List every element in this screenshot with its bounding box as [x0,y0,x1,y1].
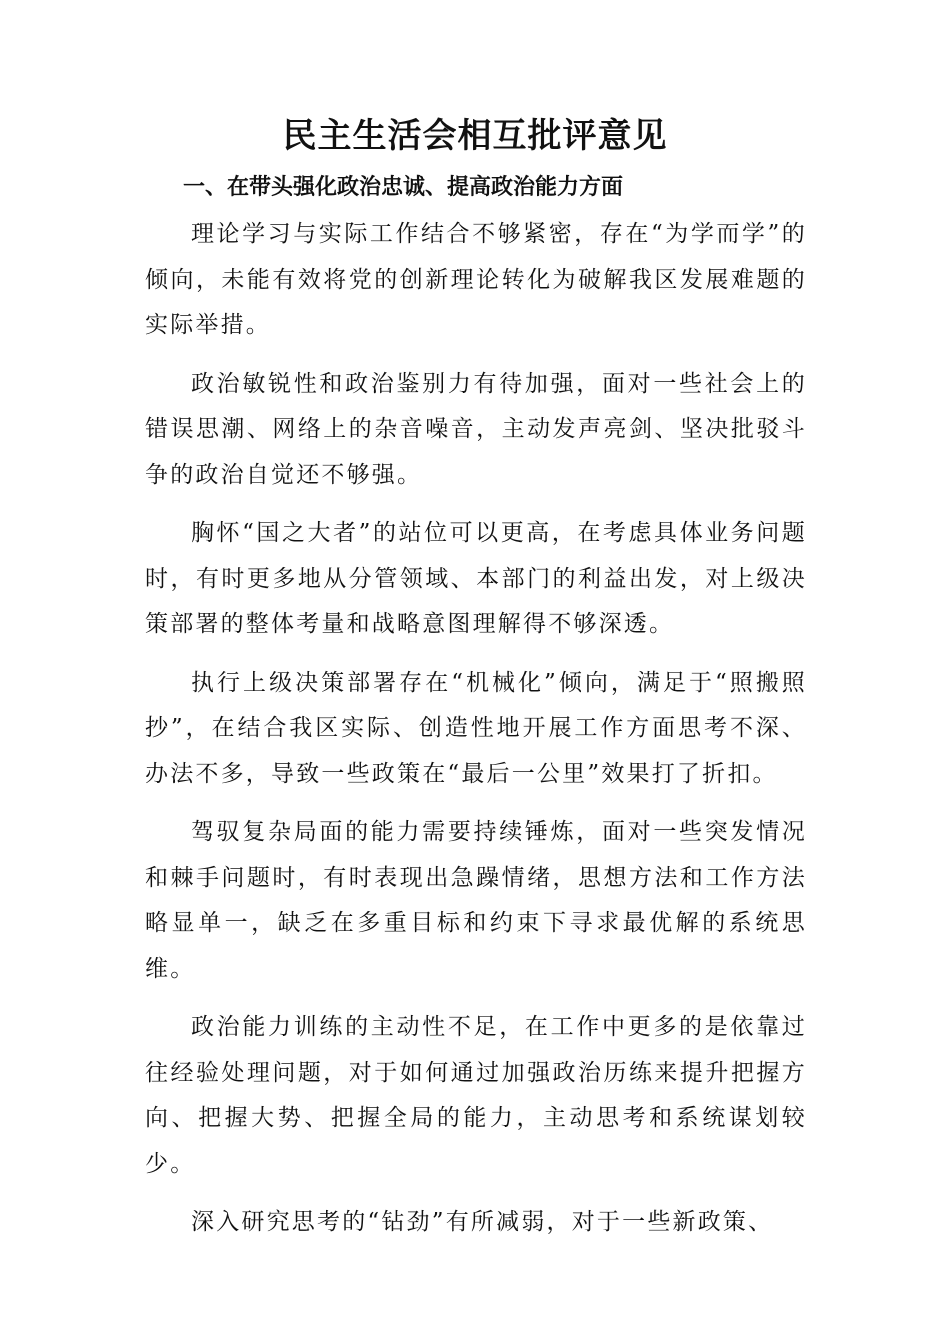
section-heading: 一、在带头强化政治忠诚、提高政治能力方面 [183,175,624,200]
paragraph-5: 驾驭复杂局面的能力需要持续锤炼，面对一些突发情况和棘手问题时，有时表现出急躁情绪，思想方法和工作方法略显单一，缺乏在多重目标和约束下寻求最优解的系统思维。 [145,819,807,982]
document-title: 民主生活会相互批评意见 [282,116,668,156]
document-body [145,212,807,1259]
paragraph-2: 政治敏锐性和政治鉴别力有待加强，面对一些社会上的错误思潮、网络上的杂音噪音，主动发声亮剑、坚决批驳斗争的政治自觉还不够强。 [145,370,807,488]
paragraph-7: 深入研究思考的“钻劲”有所减弱，对于一些新政策、 [191,1209,774,1235]
paragraph-3: 胸怀“国之大者”的站位可以更高，在考虑具体业务问题时，有时更多地从分管领域、本部门的利益出发，对上级决策部署的整体考量和战略意图理解得不够深透。 [145,520,807,637]
paragraph-4: 执行上级决策部署存在“机械化”倾向，满足于“照搬照抄”，在结合我区实际、创造性地开展工作方面思考不深、办法不多，导致一些政策在“最后一公里”效果打了折扣。 [145,669,807,787]
paragraph-6: 政治能力训练的主动性不足，在工作中更多的是依靠过往经验处理问题，对于如何通过加强政治历练来提升把握方向、把握大势、把握全局的能力，主动思考和系统谋划较少。 [145,1014,807,1177]
paragraph-1: 理论学习与实际工作结合不够紧密，存在“为学而学”的倾向，未能有效将党的创新理论转化为破解我区发展难题的实际举措。 [145,221,807,338]
